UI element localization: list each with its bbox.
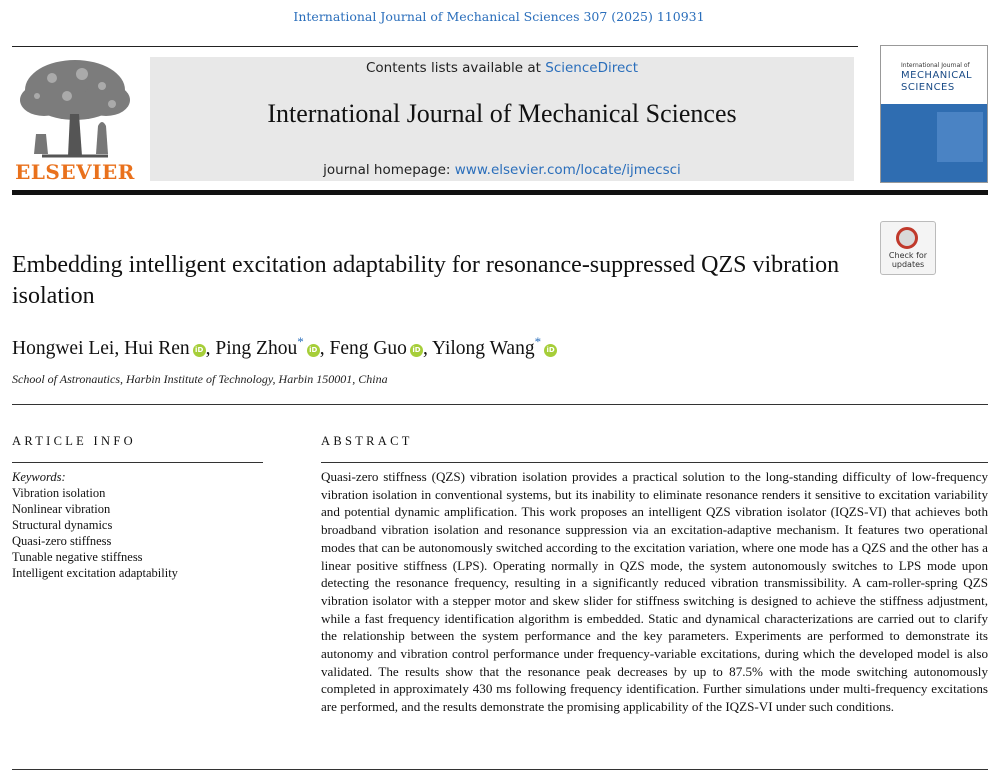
header-divider	[12, 190, 988, 195]
journal-header	[150, 57, 854, 181]
author-separator: ,	[114, 338, 125, 359]
check-updates-line1: Check for	[888, 251, 928, 260]
contents-prefix: Contents lists available at	[365, 60, 546, 76]
author-separator: ,	[319, 338, 330, 359]
contents-line	[150, 60, 854, 76]
cover-header	[881, 46, 987, 104]
keyword-item: Intelligent excitation adaptability	[12, 566, 178, 580]
orcid-icon[interactable]: iD	[193, 344, 206, 357]
keyword-item: Nonlinear vibration	[12, 502, 111, 516]
article-info-divider	[12, 462, 263, 463]
sciencedirect-link[interactable]: ScienceDirect	[545, 60, 639, 76]
check-updates-line2: updates	[891, 260, 925, 269]
keyword-item: Structural dynamics	[12, 518, 113, 532]
author-name[interactable]: Hui Ren	[124, 338, 190, 359]
affiliation: School of Astronautics, Harbin Institute of Technology, Harbin 150001, China	[12, 372, 388, 386]
abstract-heading: ABSTRACT	[321, 434, 413, 448]
orcid-icon[interactable]: iD	[544, 344, 557, 357]
author-name[interactable]: Hongwei Lei	[12, 338, 115, 359]
author-name[interactable]: Yilong Wang	[431, 338, 535, 359]
author-name[interactable]: Ping Zhou	[215, 338, 298, 359]
author-name[interactable]: Feng Guo	[329, 338, 407, 359]
article-info-heading: ARTICLE INFO	[12, 434, 136, 448]
keywords-label: Keywords:	[12, 470, 66, 484]
elsevier-tree-icon	[12, 56, 138, 160]
homepage-link[interactable]: www.elsevier.com/locate/ijmecsci	[454, 162, 681, 178]
keyword-item: Quasi-zero stiffness	[12, 534, 112, 548]
check-updates-icon	[896, 227, 918, 249]
journal-citation[interactable]: International Journal of Mechanical Sciences 307 (2025) 110931	[293, 9, 705, 24]
author-separator: ,	[422, 338, 432, 359]
check-for-updates-button[interactable]	[880, 221, 936, 275]
orcid-icon[interactable]: iD	[410, 344, 423, 357]
bottom-divider	[12, 769, 988, 770]
journal-name[interactable]: International Journal of Mechanical Sciences	[267, 99, 737, 128]
elsevier-wordmark: ELSEVIER	[15, 160, 135, 184]
journal-cover-thumbnail[interactable]	[880, 45, 988, 183]
homepage-line	[150, 162, 854, 178]
keyword-item: Vibration isolation	[12, 486, 106, 500]
section-divider	[12, 404, 988, 405]
elsevier-logo[interactable]	[12, 56, 138, 184]
cover-title-large: MECHANICAL SCIENCES	[901, 70, 973, 93]
author-list	[12, 334, 912, 360]
corresponding-author-mark[interactable]: *	[297, 334, 304, 349]
corresponding-author-mark[interactable]: *	[534, 334, 542, 349]
paper-title: Embedding intelligent excitation adaptability for resonance-suppressed QZS vibration isolation	[12, 252, 840, 309]
orcid-icon[interactable]: iD	[307, 344, 320, 357]
cover-panel	[937, 112, 983, 162]
keyword-item: Tunable negative stiffness	[12, 550, 143, 564]
homepage-prefix: journal homepage:	[323, 162, 455, 178]
check-updates-label	[881, 251, 935, 269]
abstract-text: Quasi-zero stiffness (QZS) vibration isolation provides a practical solution to the long-standing difficulty of low-frequency vibration isolation in conventional systems, but its inability to eliminate resonance renders it sensitive to excitation variability and potential dynamic amplification. This work proposes an intelligent QZS vibration isolator (IQZS-VI) that achieves both broadband vibration isolation and resonance suppression via an excitation-adaptive mechanism. It features two operational modes that can be autonomously switched according to the excitation variation, where one mode has a QZS and the other has a linear positive stiffness (LPS). Operating normally in QZS mode, the system autonomously switches to LPS mode upon detecting the resonance frequency, resulting in a significantly reduced vibration transmissibility. A cam-roller-spring QZS vibration isolator with a stepper motor and skew slider for stiffness switching is designed to achieve the stiffness adjustment, while a fast frequency identification algorithm is embedded. Static and dynamical characterizations are carried out to clarify the relationship between the system performance and the key parameters. Experiments are performed to demonstrate its autonomy and vibration control performance under frequency-variable excitations, during which the developed model is also validated. The results show that the resonance peak decreases by up to 87.5% with the mode switching autonomously completed in approximately 430 ms following frequency identification. Further simulations under multi-frequency excitations are performed, and the results demonstrate the promising applicability of the IQZS-VI under such conditions.	[321, 469, 988, 715]
abstract-divider	[321, 462, 988, 463]
top-divider	[12, 46, 858, 47]
keywords-block	[12, 469, 272, 581]
cover-title-small: International Journal of	[901, 62, 970, 69]
author-separator: ,	[205, 338, 216, 359]
